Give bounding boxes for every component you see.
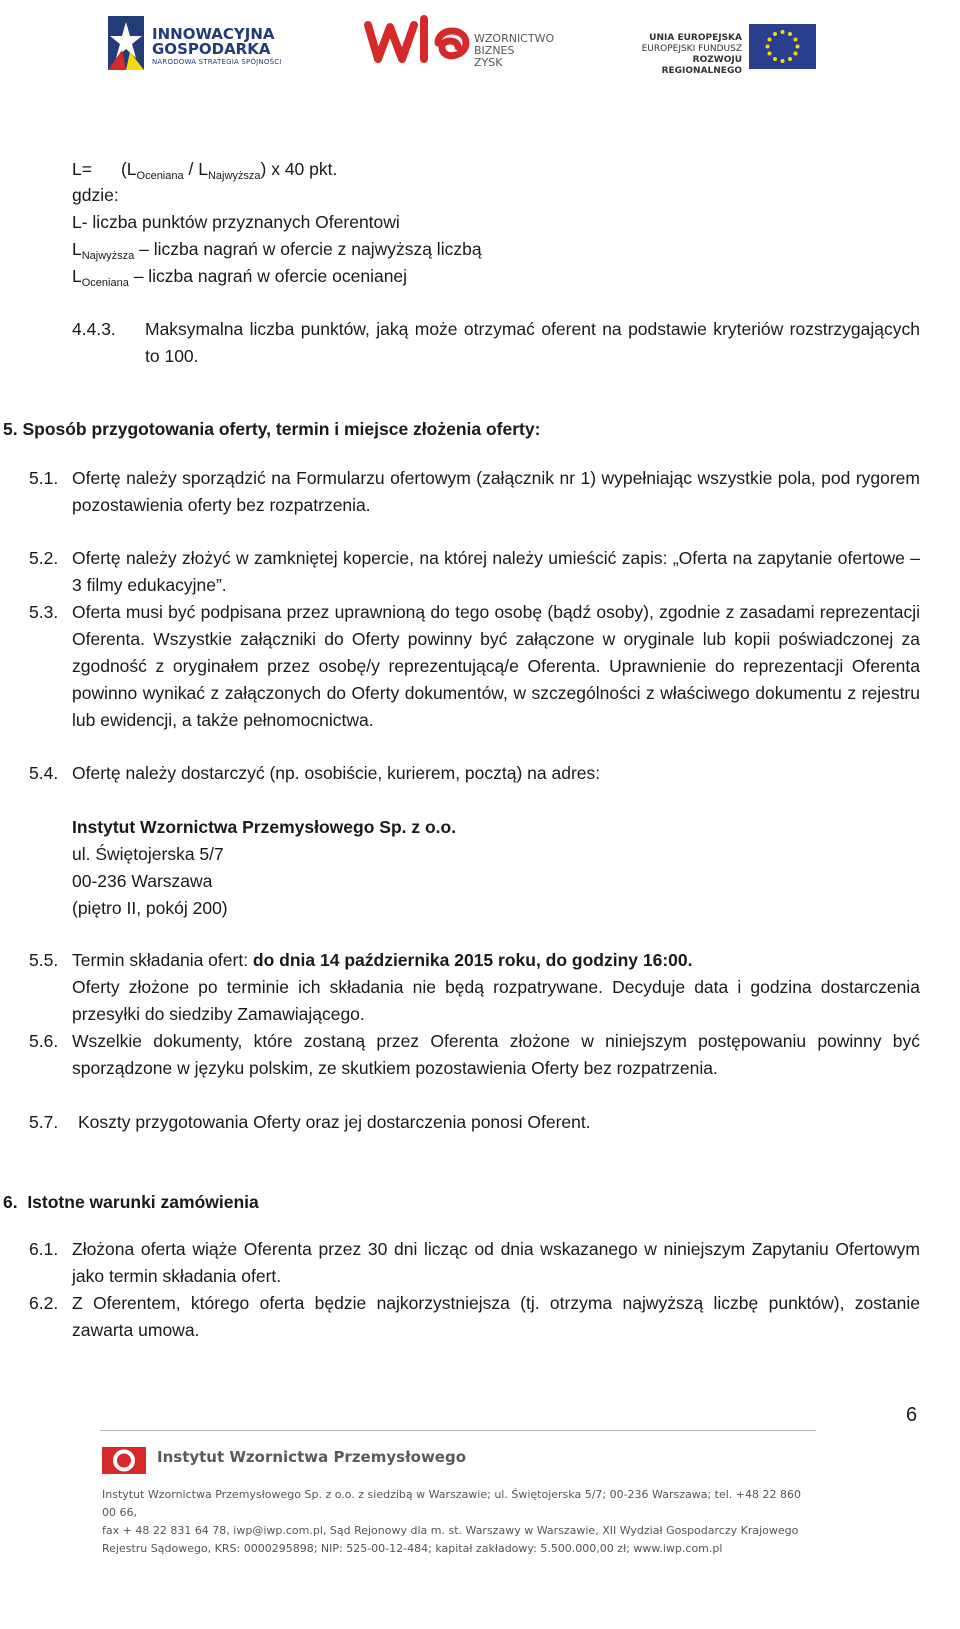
formula-line: $L= (L_{Oceniana} / L_{Najwyższa})$ x 40 pkt. (72, 159, 338, 182)
point-6-2-text: Z Oferentem, którego oferta będzie najkorzystniejsza (tj. otrzyma najwyższą liczbę punktów), zostanie zawarta umowa. (72, 1293, 920, 1340)
formula-gdzie: gdzie: (72, 185, 119, 205)
section-5-heading: 5. Sposób przygotowania oferty, termin i miejsce złożenia oferty: (3, 419, 541, 439)
point-5-6-text: Wszelkie dokumenty, które zostaną przez Oferenta złożone w niniejszym postępowaniu powinny być sporządzone w języku polskim, ze skutkiem pozostawienia Oferty bez rozpatrzenia. (72, 1031, 920, 1078)
footer-divider (100, 1430, 816, 1431)
point-5-1-text: Ofertę należy sporządzić na Formularzu ofertowym (załącznik nr 1) wypełniając wszystkie pola, pod rygorem pozostawienia oferty bez rozpatrzenia. (72, 468, 920, 515)
iwp-logo-icon (102, 1447, 146, 1474)
point-6-2-number: 6.2. (29, 1293, 59, 1313)
point-5-5-deadline: Termin składania ofert: do dnia 14 października 2015 roku, do godziny 16:00. (72, 950, 693, 970)
page-number: 6 (906, 1404, 918, 1426)
point-5-3-text: Oferta musi być podpisana przez uprawnioną do tego osobę (bądź osoby), zgodnie z zasadami reprezentacji Oferenta. Wszystkie załączniki do Oferty powinny być załączone w oryginale lub kopii poświadczonej za zgodność z oryginałem przez osobę/y reprezentującą/e Oferenta. Uprawnienie do reprezentacji Oferenta powinno wynikać z załączonych do Oferty dokumentów, w szczególności z właściwego dokumentu z rejestru lub ewidencji, a także pełnomocnictwa. (72, 602, 920, 730)
formula-definition-najwyzsza: $L_{Najwyższa}$ – liczba nagrań w ofercie z najwyższą liczbą (72, 239, 482, 262)
point-5-4-number: 5.4. (29, 763, 59, 783)
address-room: (piętro II, pokój 200) (72, 898, 228, 918)
innowacyjna-gospodarka-logo-icon (108, 16, 144, 70)
point-5-2-text: Ofertę należy złożyć w zamkniętej kopercie, na której należy umieścić zapis: „Oferta na zapytanie ofertowe – 3 filmy edukacyjne”. (72, 548, 920, 595)
point-4-4-3-text: Maksymalna liczba punktów, jaką może otrzymać oferent na podstawie kryteriów rozstrzygających to 100. (145, 319, 920, 366)
eu-flag-icon (749, 24, 816, 69)
point-5-7-text: Koszty przygotowania Oferty oraz jej dostarczenia ponosi Oferent. (78, 1112, 591, 1132)
footer-legal-info: Instytut Wzornictwa Przemysłowego Sp. z o.o. z siedzibą w Warszawie; ul. Świętojerska 5/7; 00-236 Warszawa; tel. +48 22 860 00 66, fax + 48 22 831 64 78, iwp@iwp.com.pl, Sąd Rejonowy dla m. st. Warszawy w Warszawie, XII Wydział Gospodarczy Krajowego Rejestru Sądowego, KRS: 0000295898; NIP: 525-00-12-484; kapitał zakładowy: 5.500.000,00 zł; www.iwp.com.pl (102, 1488, 802, 1555)
point-6-1-number: 6.1. (29, 1239, 59, 1259)
formula-definition-l: L- liczba punktów przyznanych Oferentowi (72, 212, 400, 232)
point-6-1-text: Złożona oferta wiąże Oferenta przez 30 dni licząc od dnia wskazanego w niniejszym Zapytaniu Ofertowym jako termin składania ofert. (72, 1239, 920, 1286)
point-5-1-number: 5.1. (29, 468, 59, 488)
point-5-5-number: 5.5. (29, 950, 59, 970)
section-6-heading: 6. Istotne warunki zamówienia (3, 1192, 259, 1212)
wzornictwo-biznes-zysk-logo-text: WZORNICTWO BIZNES ZYSK (474, 32, 555, 69)
eu-fund-logo-text: UNIA EUROPEJSKA EUROPEJSKI FUNDUSZ ROZWOJU REGIONALNEGO (641, 33, 742, 76)
address-street: ul. Świętojerska 5/7 (72, 844, 224, 864)
point-4-4-3-number: 4.4.3. (72, 319, 116, 339)
point-5-2-number: 5.2. (29, 548, 59, 568)
point-5-5-text: Oferty złożone po terminie ich składania nie będą rozpatrywane. Decyduje data i godzina dostarczenia przesyłki do siedziby Zamawiającego. (72, 977, 920, 1024)
point-5-4-text: Ofertę należy dostarczyć (np. osobiście, kurierem, pocztą) na adres: (72, 763, 601, 783)
footer-institution-name: Instytut Wzornictwa Przemysłowego (157, 1448, 467, 1466)
address-city: 00-236 Warszawa (72, 871, 213, 891)
innowacyjna-gospodarka-subtitle: NARODOWA STRATEGIA SPÓJNOŚCI (152, 58, 282, 66)
point-5-3-number: 5.3. (29, 602, 59, 622)
innowacyjna-gospodarka-logo-text: INNOWACYJNA GOSPODARKA (152, 25, 275, 58)
wzornictwo-biznes-zysk-logo-icon (362, 13, 472, 71)
point-5-7-number: 5.7. (29, 1112, 59, 1132)
header-logos (0, 0, 960, 80)
point-5-6-number: 5.6. (29, 1031, 59, 1051)
address-institution: Instytut Wzornictwa Przemysłowego Sp. z o.o. (72, 817, 457, 837)
formula-definition-oceniana: $L_{Oceniana}$ – liczba nagrań w ofercie ocenianej (72, 266, 408, 289)
